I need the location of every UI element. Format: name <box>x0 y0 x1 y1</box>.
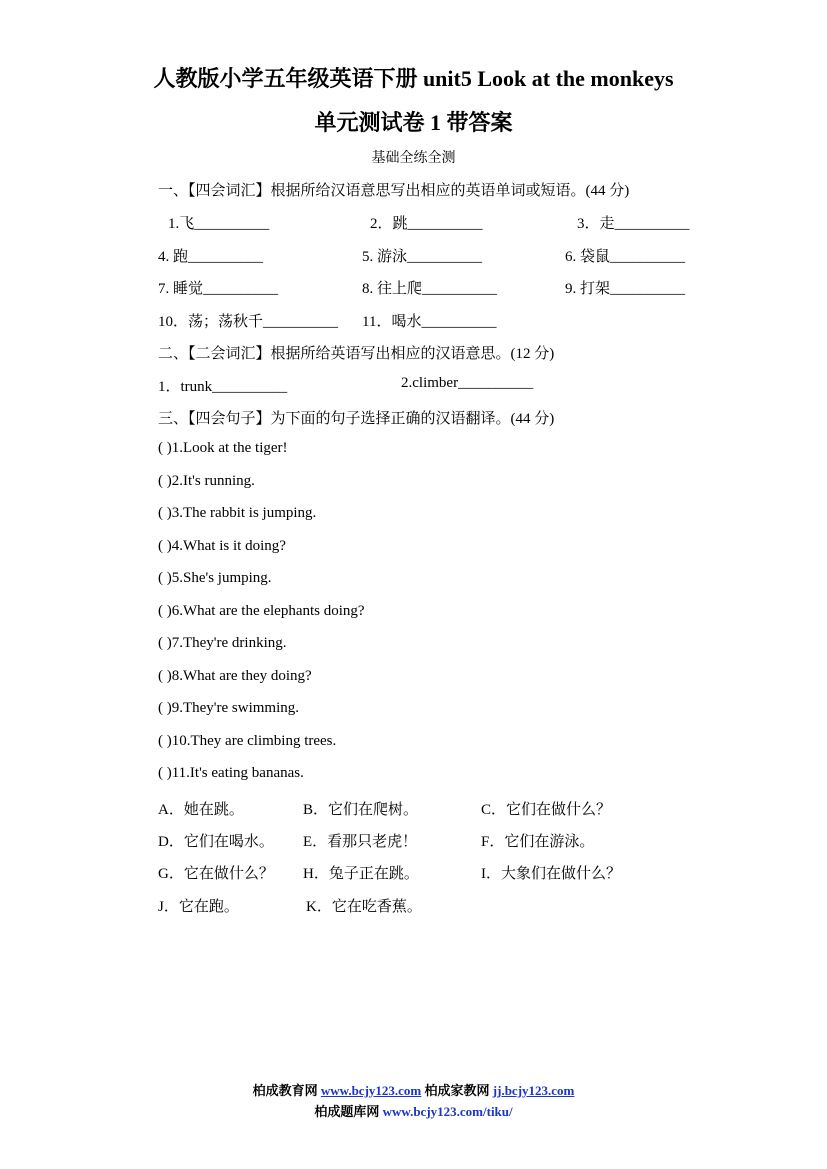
answer-option: D．它们在喝水。 <box>158 834 274 850</box>
footer-line-2 <box>0 1101 827 1120</box>
vocab-item: 11．喝水__________ <box>362 314 497 330</box>
sentence-item: ( )10.They are climbing trees. <box>158 733 337 749</box>
vocab-item: 2.climber__________ <box>401 375 534 391</box>
sentence-item: ( )8.What are they doing? <box>158 668 312 684</box>
footer-link[interactable]: jj.bcjy123.com <box>492 1083 575 1098</box>
footer-link[interactable]: www.bcjy123.com <box>320 1083 422 1098</box>
sentence-item: ( )1.Look at the tiger! <box>158 440 288 456</box>
vocab-item: 4. 跑__________ <box>158 249 264 265</box>
answer-option: I．大象们在做什么？ <box>481 866 621 882</box>
answer-option: B．它们在爬树。 <box>303 802 419 818</box>
sentence-item: ( )7.They're drinking. <box>158 635 287 651</box>
answer-option: C．它们在做什么？ <box>481 802 612 818</box>
sentence-item: ( )3.The rabbit is jumping. <box>158 505 317 521</box>
sentence-item: ( )5.She's jumping. <box>158 570 272 586</box>
vocab-item: 9. 打架__________ <box>565 281 686 297</box>
vocab-item: 6. 袋鼠__________ <box>565 249 686 265</box>
section3-heading: 三、【四会句子】为下面的句子选择正确的汉语翻译。(44 分) <box>158 411 555 427</box>
footer-label: 柏成教育网 <box>252 1083 318 1098</box>
vocab-item: 7. 睡觉__________ <box>158 281 279 297</box>
vocab-item: 1．trunk__________ <box>158 379 288 395</box>
vocab-item: 10．荡；荡秋千__________ <box>158 314 339 330</box>
footer-label: 柏成家教网 <box>424 1083 490 1098</box>
page-subtitle-line: 单元测试卷 1 带答案 <box>314 110 513 135</box>
vocab-item: 8. 往上爬__________ <box>362 281 498 297</box>
answer-option: F．它们在游泳。 <box>481 834 595 850</box>
section2-heading: 二、【二会词汇】根据所给英语写出相应的汉语意思。(12 分) <box>158 346 555 362</box>
sentence-item: ( )6.What are the elephants doing? <box>158 603 365 619</box>
section-caption: 基础全练全测 <box>371 150 456 166</box>
vocab-item: 3．走__________ <box>577 216 690 232</box>
answer-option: K．它在吃香蕉。 <box>306 899 422 915</box>
answer-option: A．她在跳。 <box>158 802 244 818</box>
sentence-item: ( )4.What is it doing? <box>158 538 286 554</box>
vocab-item: 2．跳__________ <box>370 216 483 232</box>
answer-option: E．看那只老虎！ <box>303 834 418 850</box>
sentence-item: ( )9.They're swimming. <box>158 700 300 716</box>
footer-link[interactable]: www.bcjy123.com/tiku/ <box>382 1104 513 1119</box>
page-title: 人教版小学五年级英语下册 unit5 Look at the monkeys <box>153 66 674 91</box>
section1-heading: 一、【四会词汇】根据所给汉语意思写出相应的英语单词或短语。(44 分) <box>158 183 630 199</box>
footer-label: 柏成题库网 <box>314 1104 380 1119</box>
vocab-item: 5. 游泳__________ <box>362 249 483 265</box>
vocab-item: 1.飞__________ <box>168 216 270 232</box>
answer-option: G．它在做什么？ <box>158 866 274 882</box>
answer-option: H．兔子正在跳。 <box>303 866 419 882</box>
sentence-item: ( )2.It's running. <box>158 473 255 489</box>
sentence-item: ( )11.It's eating bananas. <box>158 765 304 781</box>
answer-option: J．它在跑。 <box>158 899 239 915</box>
footer-line-1 <box>0 1080 827 1099</box>
